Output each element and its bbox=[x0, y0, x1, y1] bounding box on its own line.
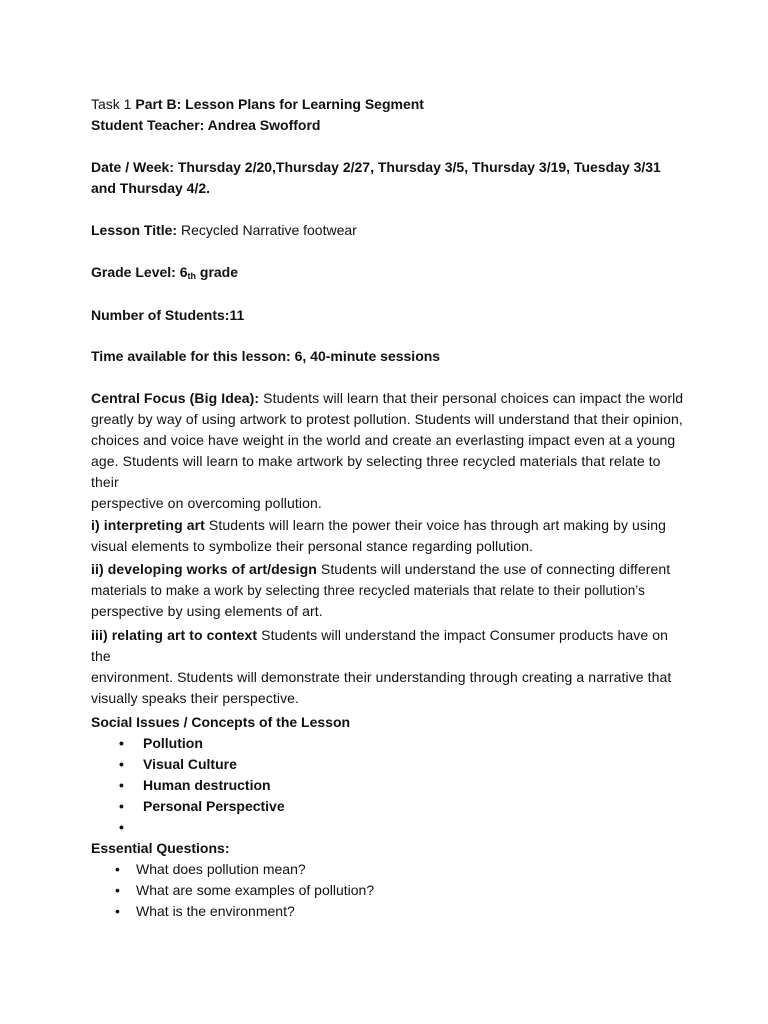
essential-questions-list bbox=[91, 859, 691, 922]
goal-developing-works: ii) developing works of art/design Students will understand the use of connecting different materials to make a work by selecting three recycled materials that relate to their pollution’s perspective by using elements of art. bbox=[91, 561, 671, 619]
grade-level: Grade Level: $6_{th}$ grade bbox=[91, 264, 239, 281]
goal-relating-art: iii) relating art to context Students will understand the impact Consumer products have on the environment. Students will demonstrate their understanding through creating a narrative that visually speaks their perspective. bbox=[91, 627, 672, 706]
student-teacher: Student Teacher: Andrea Swofford bbox=[91, 117, 321, 133]
central-focus: Central Focus (Big Idea): Students will learn that their personal choices can impact the world greatly by way of using artwork to protest pollution. Students will understand that their opinion, choices and voice have weight in the world and create an everlasting impact even at a young age. Students will learn to make artwork by selecting three recycled materials that relate to their perspective on overcoming pollution. bbox=[91, 390, 684, 511]
bullet-icon: • bbox=[119, 798, 124, 814]
lesson-title-value: Recycled Narrative footwear bbox=[177, 222, 357, 238]
bullet-icon: • bbox=[115, 861, 120, 877]
social-issues bbox=[91, 712, 691, 838]
bullet-icon: • bbox=[119, 819, 124, 835]
list-item: • Personal Perspective bbox=[91, 796, 691, 817]
lesson-title-label: Lesson Title: bbox=[91, 222, 178, 238]
bullet-icon: • bbox=[115, 882, 120, 898]
number-of-students: Number of Students:11 bbox=[91, 307, 245, 323]
bullet-icon: • bbox=[119, 735, 124, 751]
bullet-icon: • bbox=[115, 903, 120, 919]
social-issues-list bbox=[91, 733, 691, 838]
central-focus-label: Central Focus (Big Idea): bbox=[91, 390, 260, 406]
date-week bbox=[91, 157, 691, 199]
part-title: Part B: Lesson Plans for Learning Segment bbox=[135, 96, 424, 112]
bullet-icon: • bbox=[119, 756, 124, 772]
essential-questions bbox=[91, 838, 691, 922]
time-available: Time available for this lesson: 6, 40-minute sessions bbox=[91, 348, 441, 364]
bullet-icon: • bbox=[119, 777, 124, 793]
lesson-title bbox=[91, 220, 691, 241]
list-item: • What is the environment? bbox=[91, 901, 691, 922]
task-heading: Task 1 Part B: Lesson Plans for Learning Segment bbox=[91, 96, 424, 112]
list-item: • What does pollution mean? bbox=[91, 859, 691, 880]
list-item: • Human destruction bbox=[91, 775, 691, 796]
social-issues-heading: Social Issues / Concepts of the Lesson bbox=[91, 714, 351, 730]
header-block bbox=[91, 94, 691, 136]
goal-interpreting-art: i) interpreting art Students will learn the power their voice has through art making by using visual elements to symbolize their personal stance regarding pollution. bbox=[91, 517, 667, 554]
list-item bbox=[91, 817, 691, 838]
list-item: • Pollution bbox=[91, 733, 691, 754]
date-week-line1: Date / Week: Thursday 2/20,Thursday 2/27, Thursday 3/5, Thursday 3/19, Tuesday 3/31 bbox=[91, 159, 661, 175]
list-item: • Visual Culture bbox=[91, 754, 691, 775]
essential-questions-heading: Essential Questions: bbox=[91, 840, 230, 856]
date-week-line2: and Thursday 4/2. bbox=[91, 180, 211, 196]
list-item: • What are some examples of pollution? bbox=[91, 880, 691, 901]
grade-superscript: th bbox=[187, 271, 196, 281]
